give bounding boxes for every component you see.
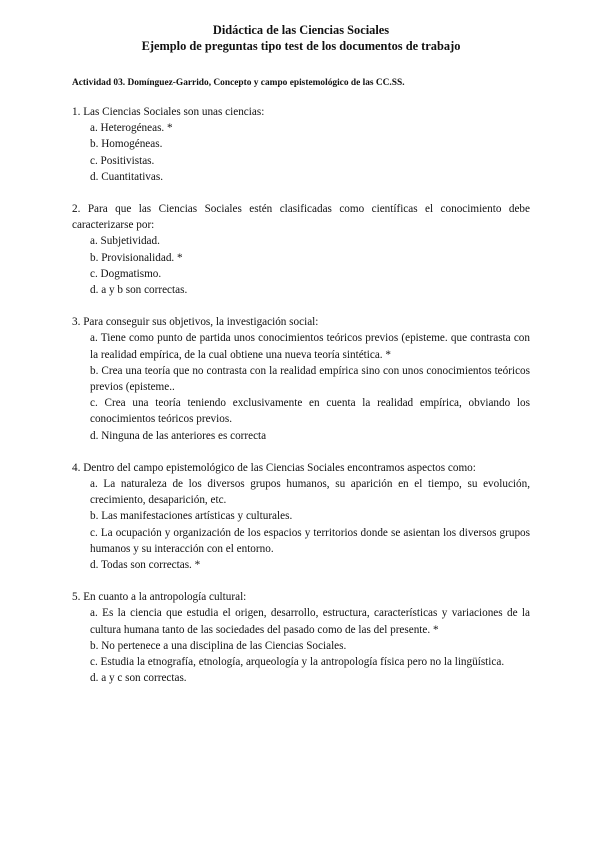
- answer-option: b. Provisionalidad. *: [90, 251, 183, 264]
- answer-option: c. Estudia la etnografía, etnología, arqueología y la antropología física pero no la lingüística.: [90, 656, 505, 669]
- answer-option: a. Tiene como punto de partida unos conocimientos teóricos previos (episteme. que contrasta con la realidad empírica, de la cual obtiene una nueva teoría sintética. *: [90, 332, 530, 361]
- answer-option: a. La naturaleza de los diversos grupos humanos, su aparición en el tiempo, su evolución, crecimiento, desaparición, etc.: [90, 478, 530, 507]
- answer-option: b. Homogéneas.: [90, 138, 163, 151]
- answer-option: c. La ocupación y organización de los espacios y territorios donde se asientan los diversos grupos humanos y su interacción con el entorno.: [90, 526, 530, 555]
- question-3: [72, 314, 530, 444]
- answer-option: c. Positivistas.: [90, 154, 155, 167]
- activity-heading: Actividad 03. Domínguez-Garrido, Concepto y campo epistemológico de las CC.SS.: [72, 78, 405, 88]
- question-2: [72, 201, 530, 298]
- answer-option: d. Ninguna de las anteriores es correcta: [90, 429, 267, 442]
- answer-option: d. Cuantitativas.: [90, 170, 164, 183]
- answer-option: c. Dogmatismo.: [90, 267, 162, 280]
- question-stem: 2. Para que las Ciencias Sociales estén clasificadas como científicas el conocimiento debe caracterizarse por:: [72, 203, 530, 232]
- document-subtitle: Ejemplo de preguntas tipo test de los documentos de trabajo: [141, 39, 461, 53]
- question-stem: 5. En cuanto a la antropología cultural:: [72, 591, 247, 604]
- question-stem: 3. Para conseguir sus objetivos, la investigación social:: [72, 316, 319, 329]
- answer-option: d. Todas son correctas. *: [90, 559, 201, 572]
- answer-option: d. a y c son correctas.: [90, 672, 187, 685]
- answer-option: c. Crea una teoría teniendo exclusivamente en cuenta la realidad empírica, obviando los conocimientos teóricos previos.: [90, 397, 530, 426]
- question-1: [72, 104, 530, 185]
- answer-option: b. No pertenece a una disciplina de las Ciencias Sociales.: [90, 639, 347, 652]
- answer-option: d. a y b son correctas.: [90, 284, 188, 297]
- answer-option: a. Subjetividad.: [90, 235, 160, 248]
- question-5: [72, 589, 530, 686]
- answer-option: a. Es la ciencia que estudia el origen, desarrollo, estructura, características y variaciones de la cultura humana tanto de las sociedades del pasado como de las del presente. *: [90, 607, 530, 636]
- answer-option: b. Las manifestaciones artísticas y culturales.: [90, 510, 293, 523]
- question-stem: 1. Las Ciencias Sociales son unas ciencias:: [72, 106, 265, 118]
- answer-option: b. Crea una teoría que no contrasta con la realidad empírica sino con unos conocimientos teóricos previos (episteme..: [90, 364, 530, 394]
- question-stem: 4. Dentro del campo epistemológico de las Ciencias Sociales encontramos aspectos como:: [72, 461, 476, 474]
- document-title: Didáctica de las Ciencias Sociales: [212, 23, 390, 37]
- question-4: [72, 460, 530, 573]
- answer-option: a. Heterogéneas. *: [90, 122, 173, 135]
